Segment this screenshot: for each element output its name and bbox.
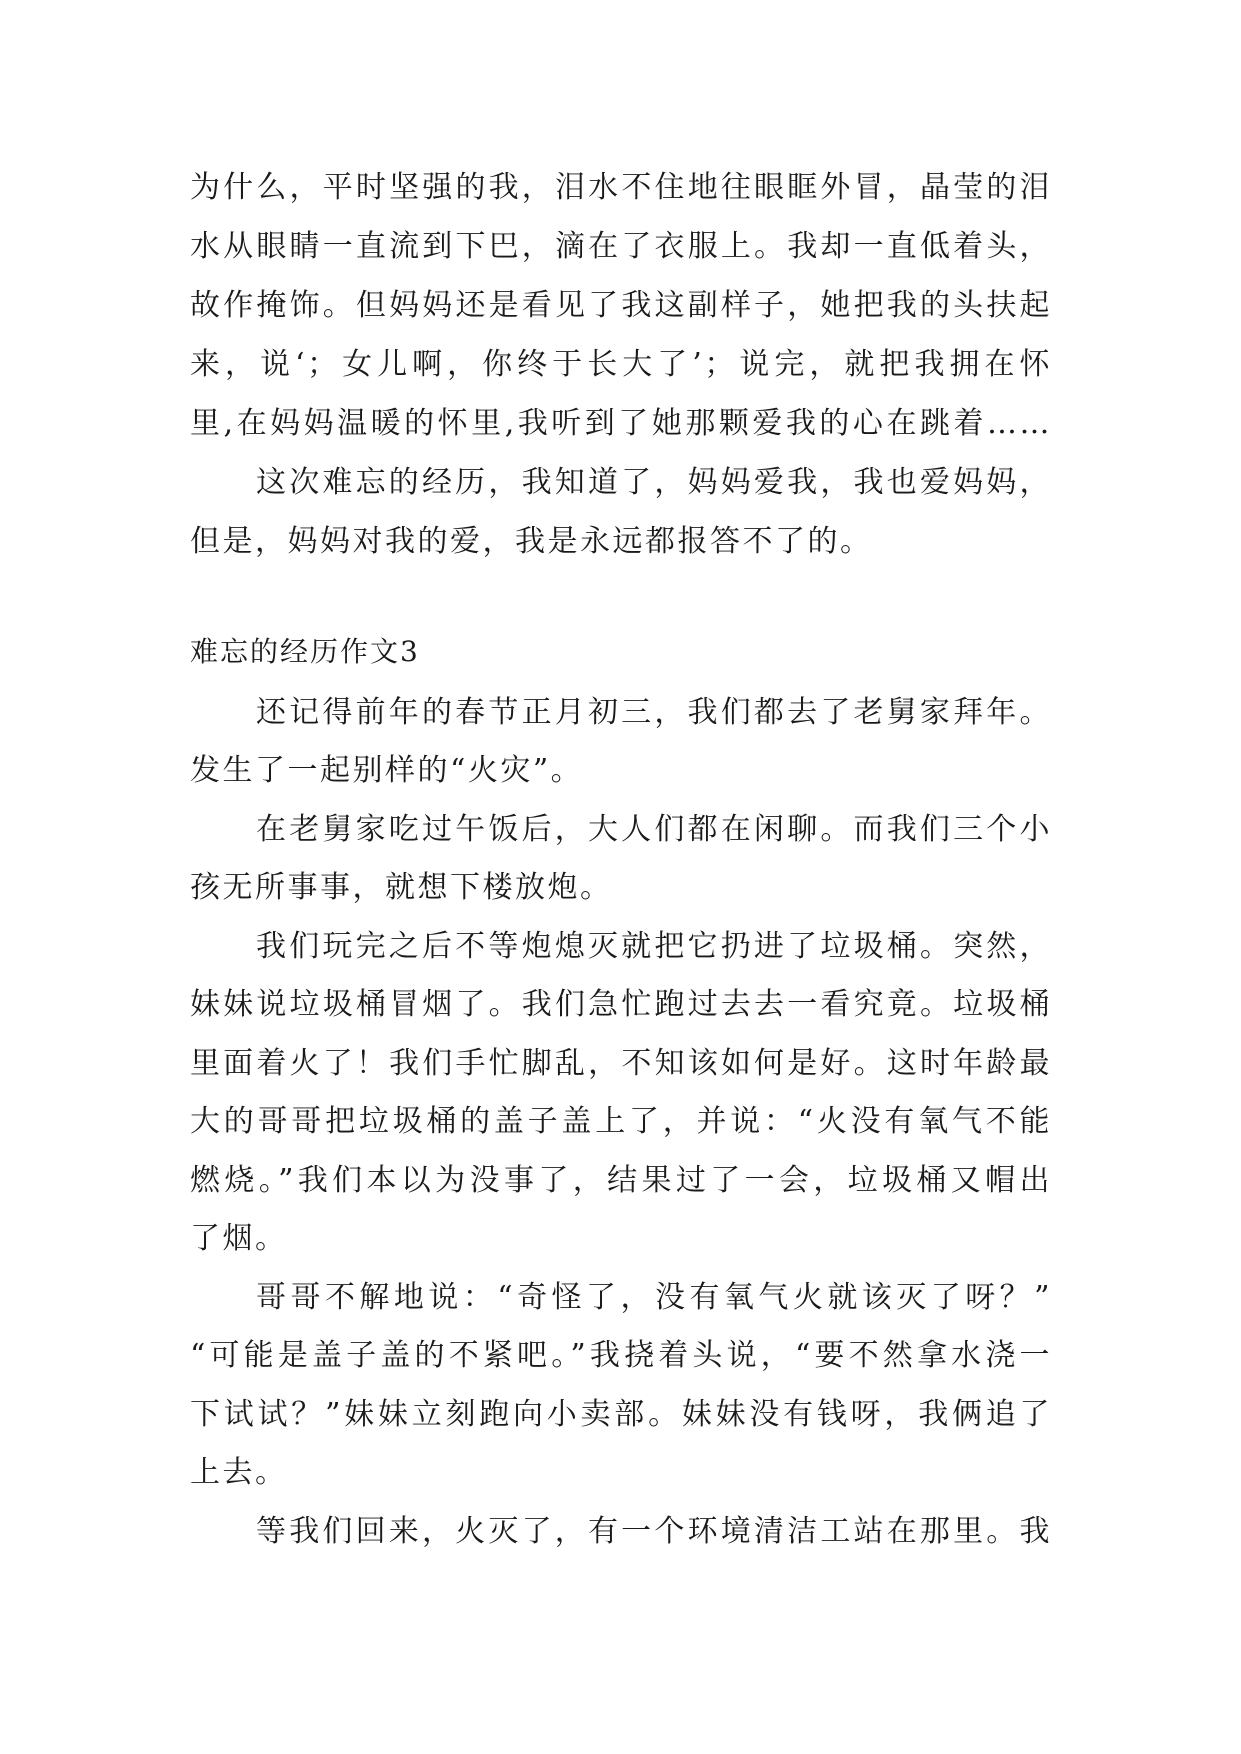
paragraph-line: 为什么，平时坚强的我，泪水不住地往眼眶外冒，晶莹的泪 [190,170,1052,205]
paragraph-line: “可能是盖子盖的不紧吧。”我挠着头说，“要不然拿水浇一 [190,1338,1052,1373]
paragraph-line: 下试试？”妹妹立刻跑向小卖部。妹妹没有钱呀，我俩追了 [190,1397,1052,1432]
paragraph-line: 了烟。 [190,1221,288,1256]
paragraph-line: 还记得前年的春节正月初三，我们都去了老舅家拜年。 [256,695,1052,730]
paragraph-line: 但是，妈妈对我的爱，我是永远都报答不了的。 [190,524,873,559]
paragraph-line: 等我们回来，火灭了，有一个环境清洁工站在那里。我 [256,1514,1052,1549]
paragraph-line: 这次难忘的经历，我知道了，妈妈爱我，我也爱妈妈， [256,465,1052,500]
paragraph-line: 里,在妈妈温暖的怀里,我听到了她那颗爱我的心在跳着…… [190,406,1052,441]
paragraph-line: 发生了一起别样的“火灾”。 [190,753,584,788]
paragraph-line: 里面着火了！我们手忙脚乱，不知该如何是好。这时年龄最 [190,1046,1052,1081]
paragraph-line: 在老舅家吃过午饭后，大人们都在闲聊。而我们三个小 [256,812,1052,847]
section-heading: 难忘的经历作文3 [190,635,420,668]
paragraph-line: 大的哥哥把垃圾桶的盖子盖上了，并说：“火没有氧气不能 [190,1104,1052,1139]
paragraph-line: 燃烧。”我们本以为没事了，结果过了一会，垃圾桶又帽出 [190,1163,1052,1198]
paragraph-line: 水从眼睛一直流到下巴，滴在了衣服上。我却一直低着头， [190,229,1052,264]
paragraph-line: 孩无所事事，就想下楼放炮。 [190,870,613,905]
paragraph-line: 故作掩饰。但妈妈还是看见了我这副样子，她把我的头扶起 [190,288,1052,323]
paragraph-line: 来，说‘；女儿啊，你终于长大了’；说完，就把我拥在怀 [190,347,1052,382]
paragraph-line: 妹妹说垃圾桶冒烟了。我们急忙跑过去去一看究竟。垃圾桶 [190,987,1052,1022]
paragraph-line: 哥哥不解地说：“奇怪了，没有氧气火就该灭了呀？” [256,1280,1052,1315]
paragraph-line: 我们玩完之后不等炮熄灭就把它扔进了垃圾桶。突然， [256,929,1052,964]
paragraph-line: 上去。 [190,1455,288,1490]
